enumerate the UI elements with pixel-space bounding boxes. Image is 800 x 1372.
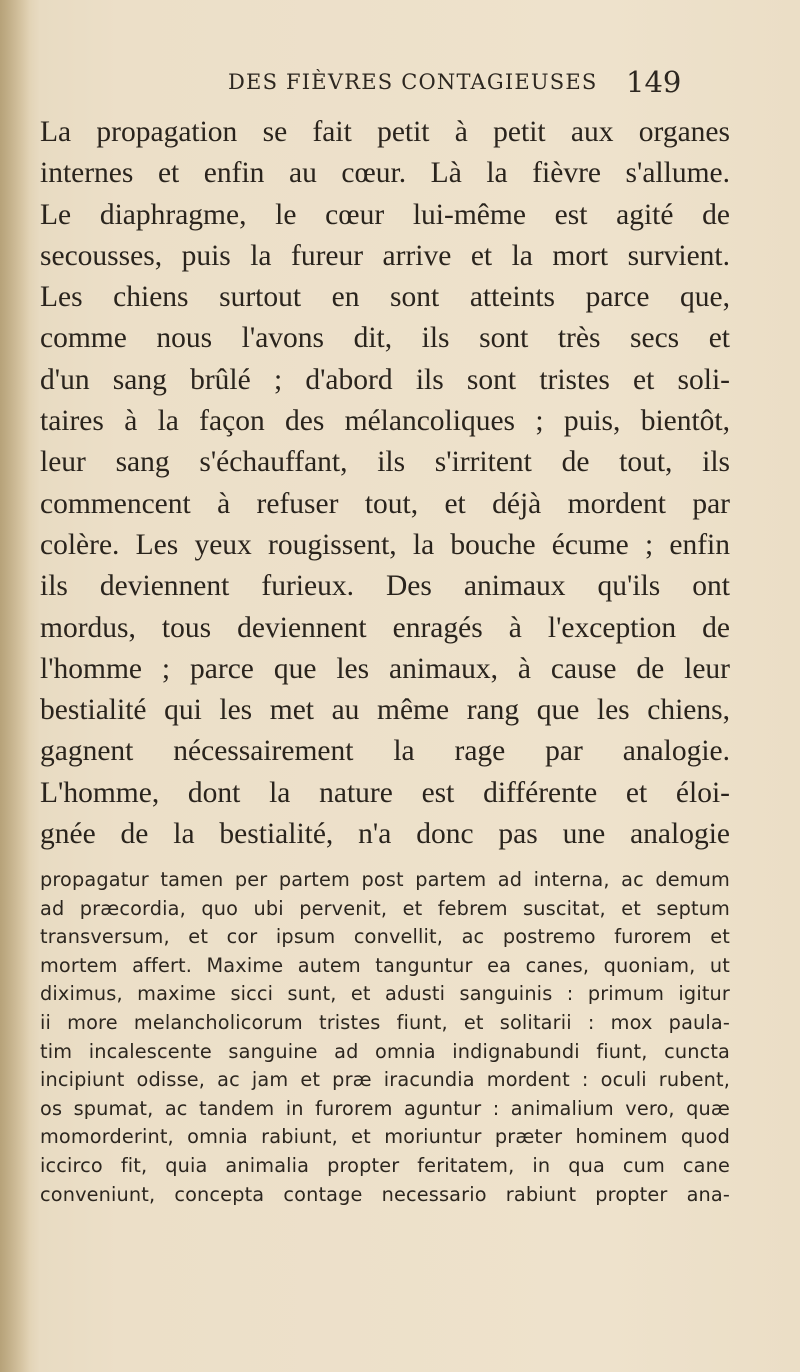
latin-line: ii more melancholicorum tristes fiunt, et solitarii : mox paula-: [40, 1010, 730, 1034]
french-line: Les chiens surtout en sont atteints parce que,: [40, 281, 730, 314]
french-line: secousses, puis la fureur arrive et la mort survient.: [40, 239, 730, 272]
latin-original-paragraph: [40, 866, 730, 1209]
page-number: 149: [626, 65, 682, 99]
french-line: L'homme, dont la nature est différente et éloi-: [40, 776, 730, 809]
latin-line: incipiunt odisse, ac jam et præ iracundia mordent : oculi rubent,: [40, 1068, 730, 1092]
latin-line: tim incalescente sanguine ad omnia indignabundi fiunt, cuncta: [40, 1039, 730, 1063]
latin-line: momorderint, omnia rabiunt, et moriuntur præter hominem quod: [40, 1125, 730, 1149]
french-line: leur sang s'échauffant, ils s'irritent de tout, ils: [40, 446, 730, 479]
latin-line: diximus, maxime sicci sunt, et adusti sanguinis : primum igitur: [40, 982, 730, 1006]
french-line: d'un sang brûlé ; d'abord ils sont tristes et soli-: [40, 363, 730, 396]
french-line: internes et enfin au cœur. Là la fièvre s'allume.: [40, 157, 730, 190]
french-line: ils deviennent furieux. Des animaux qu'ils ont: [40, 570, 730, 603]
french-line: colère. Les yeux rougissent, la bouche écume ; enfin: [40, 528, 730, 561]
latin-line: ad præcordia, quo ubi pervenit, et febrem suscitat, et septum: [40, 896, 730, 920]
french-line: comme nous l'avons dit, ils sont très secs et: [40, 322, 730, 355]
latin-line: transversum, et cor ipsum convellit, ac postremo furorem et: [40, 925, 730, 949]
french-line: gagnent nécessairement la rage par analogie.: [40, 735, 730, 768]
running-title: DES FIÈVRES CONTAGIEUSES: [228, 70, 598, 94]
french-translation-paragraph: [40, 112, 730, 855]
french-line: taires à la façon des mélancoliques ; puis, bientôt,: [40, 405, 730, 438]
latin-line: conveniunt, concepta contage necessario rabiunt propter ana-: [40, 1182, 730, 1206]
latin-line: mortem affert. Maxime autem tanguntur ea canes, quoniam, ut: [40, 953, 730, 977]
page-gutter-shadow: [0, 0, 30, 1372]
french-line: La propagation se fait petit à petit aux organes: [40, 116, 730, 148]
french-line: Le diaphragme, le cœur lui-même est agité de: [40, 198, 730, 231]
french-line: commencent à refuser tout, et déjà mordent par: [40, 487, 730, 520]
french-line: l'homme ; parce que les animaux, à cause de leur: [40, 652, 730, 685]
french-line: gnée de la bestialité, n'a donc pas une analogie: [40, 818, 730, 851]
running-head: [228, 65, 728, 108]
latin-line: iccirco fit, quia animalia propter feritatem, in qua cum cane: [40, 1153, 730, 1177]
latin-line: os spumat, ac tandem in furorem aguntur : animalium vero, quæ: [40, 1096, 730, 1120]
french-line: mordus, tous deviennent enragés à l'exception de: [40, 611, 730, 644]
latin-line: propagatur tamen per partem post partem ad interna, ac demum: [40, 868, 730, 891]
french-line: bestialité qui les met au même rang que les chiens,: [40, 694, 730, 727]
